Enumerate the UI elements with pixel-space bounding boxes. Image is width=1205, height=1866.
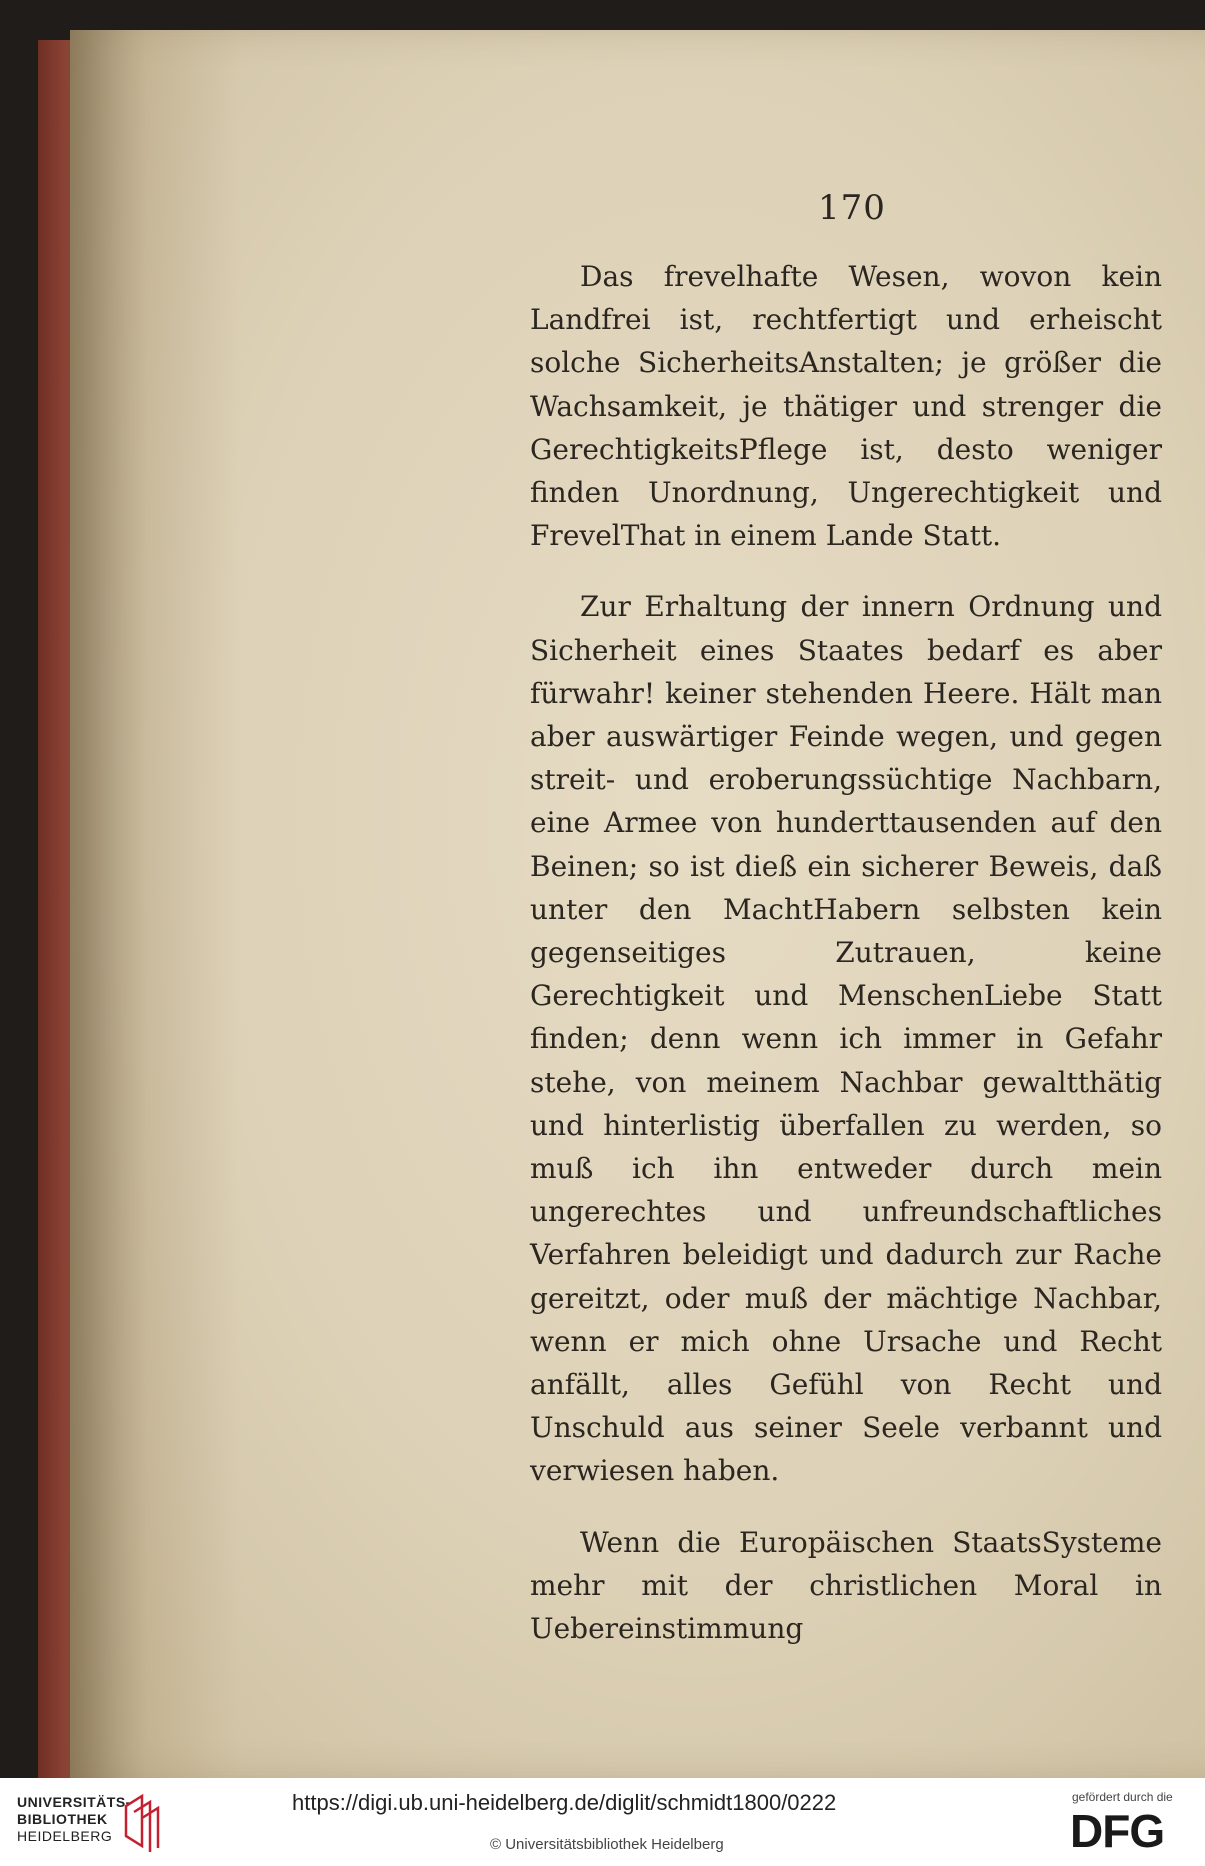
paragraph: Wenn die Europäischen StaatsSysteme mehr mit der christlichen Moral in Uebereinstimmung [530, 1525, 1162, 1646]
dfg-logo[interactable]: DFG [1070, 1805, 1165, 1857]
funder-label: gefördert durch die [1072, 1790, 1173, 1804]
copyright-notice: © Universitätsbibliothek Heidelberg [490, 1836, 724, 1853]
paragraph: Das frevelhafte Wesen, wovon kein Landfrei ist, rechtfertigt und erheischt solche SicherheitsAnstalten; je größer die Wachsamkeit, je thätiger und strenger die GerechtigkeitsPflege ist, desto weniger finden Unordnung, Ungerechtigkeit und FrevelThat in einem Lande Statt. [530, 260, 1162, 553]
library-name-line1: UNIVERSITÄTS- [17, 1794, 131, 1810]
page-number: 170 [818, 188, 886, 228]
paragraph: Zur Erhaltung der innern Ordnung und Sicherheit eines Staates bedarf es aber fürwahr! keiner stehenden Heere. Hält man aber auswärtiger Feinde wegen, und gegen streit- und eroberungssüchtige Nachbarn, eine Armee von hunderttausenden auf den Beinen; so ist dieß ein sicherer Beweis, daß unter den MachtHabern selbsten kein gegenseitiges Zutrauen, keine Gerechtigkeit und MenschenLiebe Statt finden; denn wenn ich immer in Gefahr stehe, von meinem Nachbar gewaltthätig und hinterlistig überfallen zu werden, so muß ich ihn entweder durch mein ungerechtes und unfreundschaftliches Verfahren beleidigt und dadurch zur Rache gereitzt, oder muß der mächtige Nachbar, wenn er mich ohne Ursache und Recht anfällt, alles Gefühl von Recht und Unschuld aus seiner Seele verbannt und verwiesen haben. [530, 590, 1162, 1488]
library-name-line2: BIBLIOTHEK [17, 1811, 108, 1827]
permalink-url[interactable]: https://digi.ub.uni-heidelberg.de/diglit/schmidt1800/0222 [292, 1790, 837, 1815]
library-logo-icon [122, 1792, 162, 1852]
page-gutter-shadow [70, 30, 240, 1778]
page-text [530, 255, 1162, 1678]
library-logo[interactable] [17, 1794, 131, 1845]
library-name-line3: HEIDELBERG [17, 1828, 113, 1844]
viewer-footer [0, 1778, 1205, 1866]
